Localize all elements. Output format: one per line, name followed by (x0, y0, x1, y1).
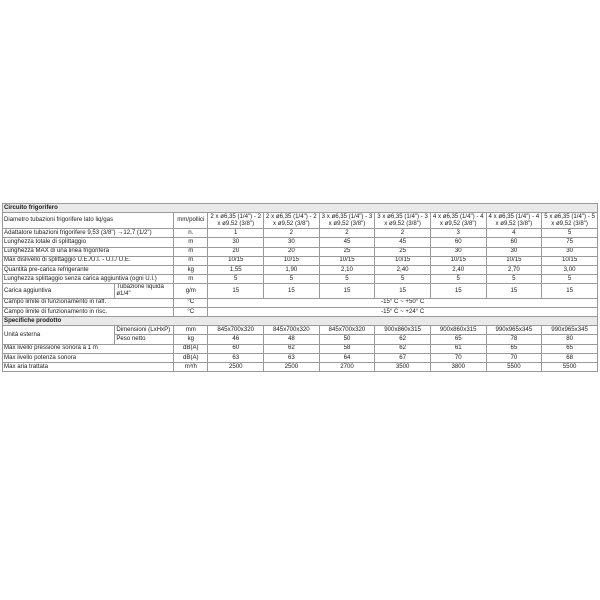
value-cell: 68 (542, 353, 598, 362)
value-cell: 10/15 (375, 256, 431, 265)
value-cell: 3 x ø6,35 (1/4") - 3 x ø9,52 (3/8") (319, 213, 375, 229)
row-label: Lunghezza totale di splittaggio (3, 238, 174, 247)
unit-cell: dB(A) (174, 344, 208, 353)
merged-value-cell: -15° C ~ +50° C (208, 298, 598, 307)
row-label: Campo limite di funzionamento in raff. (3, 298, 174, 307)
value-cell: 3800 (430, 363, 486, 372)
value-cell: 63 (264, 353, 320, 362)
value-cell: 1,55 (208, 265, 264, 274)
value-cell: 3500 (375, 363, 431, 372)
merged-value-cell: -15° C ~ +24° C (208, 307, 598, 316)
value-cell: 2 (375, 229, 431, 238)
value-cell: 70 (430, 353, 486, 362)
value-cell: 30 (486, 247, 542, 256)
row-label: Lunghezza splittaggio senza carica aggiuntiva (ogni U.I.) (3, 275, 174, 284)
value-cell: 64 (319, 353, 375, 362)
value-cell: 61 (430, 344, 486, 353)
row-max_airflow (3, 363, 598, 372)
row-label: Lunghezza MAX di una linea frigorifera (3, 247, 174, 256)
row-label: Diametro tubazioni frigorifere lato liq/gas (3, 213, 174, 229)
unit-cell: m (174, 247, 208, 256)
value-cell: 3 (430, 229, 486, 238)
section-title: Circuito frigorifero (3, 204, 598, 213)
value-cell: 900x860x315 (430, 326, 486, 335)
value-cell: 2500 (208, 363, 264, 372)
value-cell: 2500 (264, 363, 320, 372)
row-sublabel: Tubazione liquida ø1/4" (115, 284, 174, 298)
value-cell: 65 (486, 344, 542, 353)
value-cell: 4 x ø6,35 (1/4") - 4 x ø9,52 (3/8") (486, 213, 542, 229)
unit-cell: m³/h (174, 363, 208, 372)
row-sublabel: Peso netto (115, 335, 174, 344)
value-cell: 2,70 (486, 265, 542, 274)
row-pipe_diameter (3, 213, 598, 229)
value-cell: 46 (208, 335, 264, 344)
value-cell: 4 (486, 229, 542, 238)
value-cell: 60 (208, 344, 264, 353)
value-cell: 80 (542, 335, 598, 344)
value-cell: 30 (208, 238, 264, 247)
value-cell: 58 (319, 344, 375, 353)
row-outdoor-dimensions (3, 326, 598, 335)
value-cell: 10/15 (430, 256, 486, 265)
value-cell: 48 (264, 335, 320, 344)
value-cell: 10/15 (319, 256, 375, 265)
value-cell: 5500 (486, 363, 542, 372)
value-cell: 10/15 (542, 256, 598, 265)
row-limit_cooling (3, 298, 598, 307)
value-cell: 15 (430, 284, 486, 298)
value-cell: 10/15 (264, 256, 320, 265)
unit-cell: dB(A) (174, 353, 208, 362)
value-cell: 990x965x345 (542, 326, 598, 335)
row-label: Campo limite di funzionamento in risc. (3, 307, 174, 316)
unit-cell: °C (174, 307, 208, 316)
value-cell: 2,40 (430, 265, 486, 274)
value-cell: 70 (486, 353, 542, 362)
value-cell: 900x860x315 (375, 326, 431, 335)
value-cell: 30 (542, 247, 598, 256)
unit-cell: n. (174, 229, 208, 238)
value-cell: 65 (430, 335, 486, 344)
value-cell: 62 (375, 335, 431, 344)
value-cell: 62 (264, 344, 320, 353)
value-cell: 3,00 (542, 265, 598, 274)
row-label: Adattatore tubazioni frigorifere 9,53 (3/8") →12,7 (1/2") (3, 229, 174, 238)
unit-cell: m (174, 256, 208, 265)
value-cell: 4 x ø6,35 (1/4") - 4 x ø9,52 (3/8") (430, 213, 486, 229)
value-cell: 5 (486, 275, 542, 284)
row-total_length (3, 238, 598, 247)
unit-cell: m (174, 238, 208, 247)
value-cell: 20 (264, 247, 320, 256)
value-cell: 1 (208, 229, 264, 238)
row-label: Unità esterna (3, 326, 115, 344)
value-cell: 990x965x345 (486, 326, 542, 335)
value-cell: 2700 (319, 363, 375, 372)
value-cell: 5 (319, 275, 375, 284)
unit-cell: mm/pollici (174, 213, 208, 229)
row-label: Max aria trattata (3, 363, 174, 372)
value-cell: 15 (486, 284, 542, 298)
value-cell: 78 (486, 335, 542, 344)
value-cell: 25 (375, 247, 431, 256)
row-label: Quantità pre-carica refrigerante (3, 265, 174, 274)
unit-cell: m (174, 275, 208, 284)
unit-cell: °C (174, 298, 208, 307)
value-cell: 65 (542, 344, 598, 353)
section-title: Specifiche prodotto (3, 317, 598, 326)
unit-cell: mm (174, 326, 208, 335)
unit-cell: g/m (174, 284, 208, 298)
value-cell: 2,40 (375, 265, 431, 274)
value-cell: 45 (319, 238, 375, 247)
row-sublabel: Dimensioni (LxHxP) (115, 326, 174, 335)
value-cell: 1,90 (264, 265, 320, 274)
row-max_line_length (3, 247, 598, 256)
value-cell: 15 (319, 284, 375, 298)
row-label: Max dislivello di splittaggio U.E./U.I. - U.I./ U.E. (3, 256, 174, 265)
row-extra_charge (3, 284, 598, 298)
value-cell: 15 (375, 284, 431, 298)
section-header-circuit (3, 204, 598, 213)
spec-table (2, 203, 598, 372)
row-adapters (3, 229, 598, 238)
value-cell: 20 (208, 247, 264, 256)
value-cell: 5500 (542, 363, 598, 372)
value-cell: 67 (375, 353, 431, 362)
row-sound_pressure (3, 344, 598, 353)
value-cell: 25 (319, 247, 375, 256)
value-cell: 60 (486, 238, 542, 247)
value-cell: 15 (542, 284, 598, 298)
value-cell: 2 x ø6,35 (1/4") - 2 x ø9,52 (3/8") (208, 213, 264, 229)
row-sound_power (3, 353, 598, 362)
section-header-product (3, 317, 598, 326)
value-cell: 75 (542, 238, 598, 247)
value-cell: 5 (375, 275, 431, 284)
row-max_height_diff (3, 256, 598, 265)
row-label: Max livello potenza sonora (3, 353, 174, 362)
value-cell: 5 (208, 275, 264, 284)
row-precharge_qty (3, 265, 598, 274)
value-cell: 5 (264, 275, 320, 284)
value-cell: 30 (430, 247, 486, 256)
value-cell: 50 (319, 335, 375, 344)
spec-table-body (3, 204, 598, 372)
value-cell: 3 x ø6,35 (1/4") - 3 x ø9,52 (3/8") (375, 213, 431, 229)
value-cell: 30 (264, 238, 320, 247)
value-cell: 845x700x320 (264, 326, 320, 335)
value-cell: 45 (375, 238, 431, 247)
value-cell: 2 x ø6,35 (1/4") - 2 x ø9,52 (3/8") (264, 213, 320, 229)
value-cell: 2 (264, 229, 320, 238)
value-cell: 10/15 (486, 256, 542, 265)
value-cell: 15 (264, 284, 320, 298)
row-label: Carica aggiuntiva (3, 284, 115, 298)
value-cell: 5 (542, 275, 598, 284)
value-cell: 845x700x320 (319, 326, 375, 335)
value-cell: 60 (430, 238, 486, 247)
unit-cell: kg (174, 335, 208, 344)
value-cell: 5 (542, 229, 598, 238)
value-cell: 2,10 (319, 265, 375, 274)
value-cell: 845x700x320 (208, 326, 264, 335)
row-label: Max livello pressione sonora a 1 m (3, 344, 174, 353)
row-length_no_charge (3, 275, 598, 284)
value-cell: 5 x ø6,35 (1/4") - 5 x ø9,52 (3/8") (542, 213, 598, 229)
unit-cell: kg (174, 265, 208, 274)
value-cell: 10/15 (208, 256, 264, 265)
value-cell: 15 (208, 284, 264, 298)
value-cell: 2 (319, 229, 375, 238)
value-cell: 62 (375, 344, 431, 353)
row-limit_heating (3, 307, 598, 316)
value-cell: 5 (430, 275, 486, 284)
value-cell: 63 (208, 353, 264, 362)
